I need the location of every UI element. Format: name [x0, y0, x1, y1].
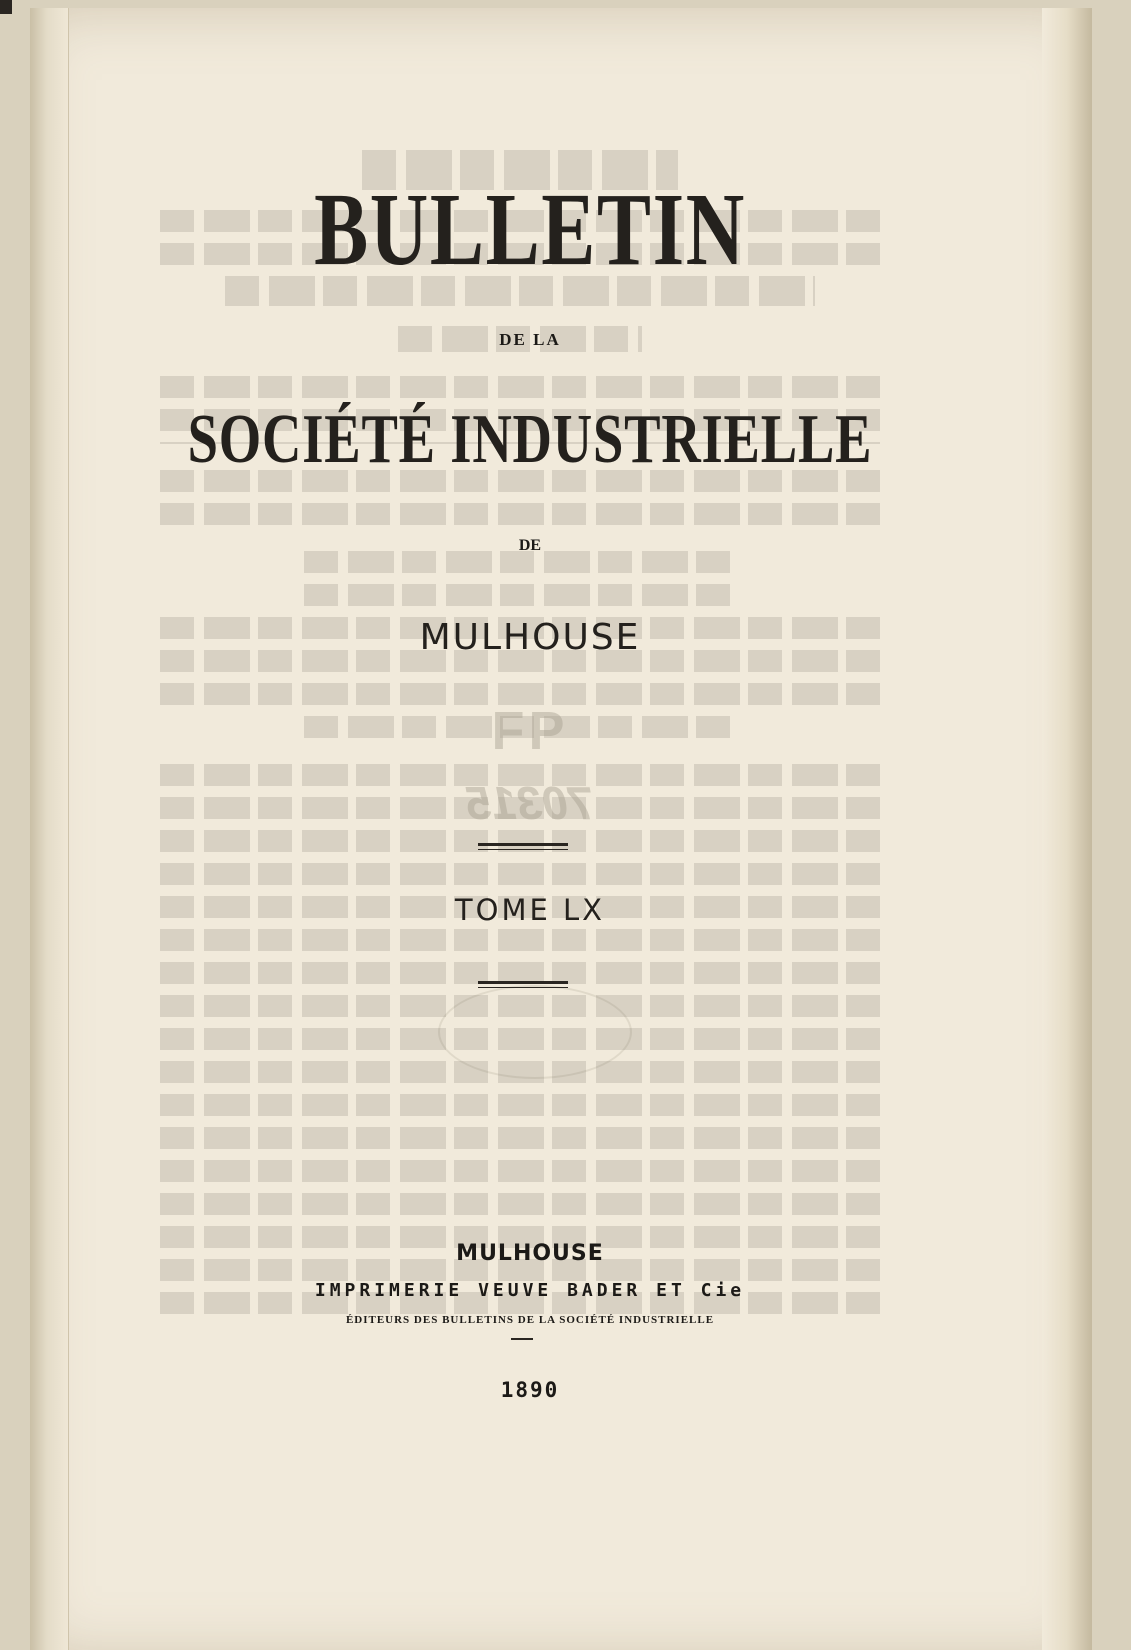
rule-above-volume: [478, 843, 568, 846]
city-name: MULHOUSE: [419, 617, 641, 658]
de-line: DE: [518, 537, 542, 554]
library-stamp-mark: FP: [491, 701, 569, 761]
de-la-line: DE LA: [499, 330, 561, 349]
imprint-dash: [511, 1338, 533, 1340]
volume-label: TOME LX: [454, 893, 606, 927]
rule-above-volume-thin: [478, 849, 568, 850]
imprint-year: 1890: [500, 1378, 560, 1402]
society-name: SOCIÉTÉ INDUSTRIELLE: [187, 401, 873, 478]
imprint-printer: IMPRIMERIE VEUVE BADER ET Cie: [314, 1280, 746, 1301]
bulletin-title: BULLETIN: [314, 172, 746, 287]
imprint-editors: ÉDITEURS DES BULLETINS DE LA SOCIÉTÉ INDUSTRIELLE: [345, 1314, 715, 1326]
imprint-place: MULHOUSE: [456, 1241, 604, 1266]
rule-below-volume-thin: [478, 987, 568, 988]
library-stamp-number: 70315: [466, 777, 594, 829]
rule-below-volume: [478, 981, 568, 984]
